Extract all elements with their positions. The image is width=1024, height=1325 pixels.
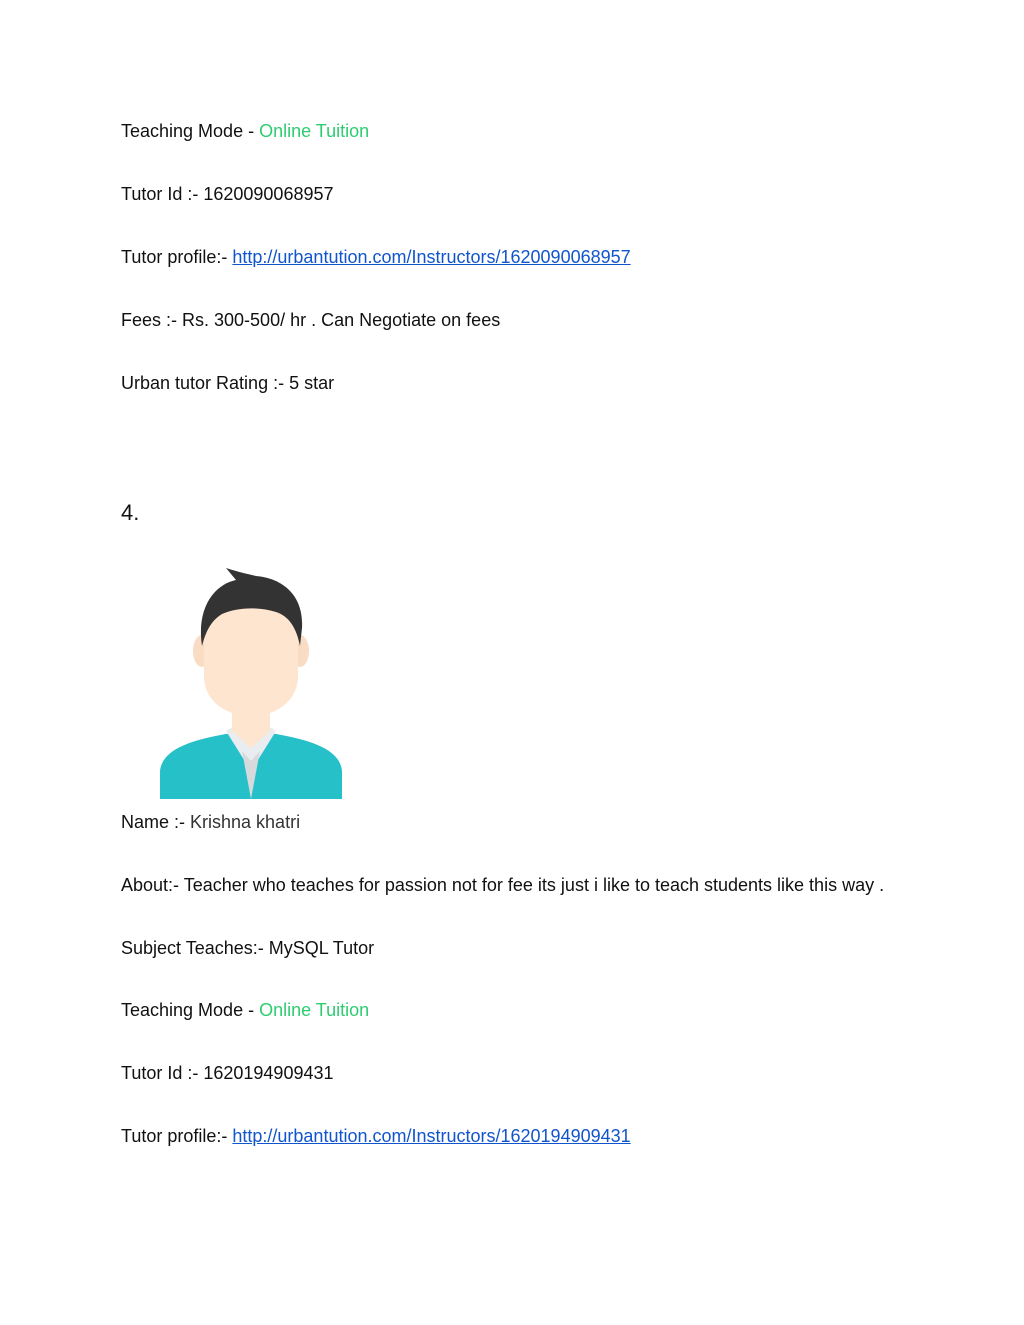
tutor-profile-link[interactable]: http://urbantution.com/Instructors/1620090068957	[232, 247, 631, 267]
tutor-id-line	[121, 183, 334, 205]
about-line	[121, 874, 884, 896]
teaching-mode-value-2: Online Tuition	[259, 1000, 370, 1020]
tutor-profile-label-2: Tutor profile:-	[121, 1126, 233, 1146]
subject-label: Subject Teaches:-	[121, 938, 269, 958]
rating-label: Urban tutor Rating :-	[121, 373, 290, 393]
about-value: Teacher who teaches for passion not for fee its just i like to teach students like this way .	[183, 875, 885, 895]
name-value: Krishna khatri	[190, 812, 301, 832]
name-line	[121, 811, 300, 833]
subject-line	[121, 937, 374, 959]
teaching-mode-value: Online Tuition	[259, 121, 370, 141]
tutor-profile-label: Tutor profile:-	[121, 247, 233, 267]
rating-line	[121, 372, 334, 394]
tutor-id-label-2: Tutor Id :-	[121, 1063, 204, 1083]
teaching-mode-label: Teaching Mode -	[121, 121, 260, 141]
about-label: About:-	[121, 875, 184, 895]
tutor-id-value-2: 1620194909431	[203, 1063, 334, 1083]
tutor-profile-link-2[interactable]: http://urbantution.com/Instructors/1620194909431	[232, 1126, 631, 1146]
tutor-id-value: 1620090068957	[203, 184, 334, 204]
fees-value: Rs. 300-500/ hr . Can Negotiate on fees	[182, 310, 501, 330]
fees-label: Fees :-	[121, 310, 183, 330]
tutor-profile-line	[121, 246, 631, 268]
tutor-id-line-2	[121, 1062, 334, 1084]
fees-line	[121, 309, 500, 331]
name-label: Name :-	[121, 812, 191, 832]
tutor-id-label: Tutor Id :-	[121, 184, 204, 204]
tutor-profile-line-2	[121, 1125, 631, 1147]
subject-value: MySQL Tutor	[268, 938, 375, 958]
tutor-number: 4.	[121, 500, 140, 525]
teaching-mode-line-2	[121, 999, 369, 1021]
rating-value: 5 star	[289, 373, 335, 393]
tutor-avatar-icon	[156, 566, 346, 799]
teaching-mode-label-2: Teaching Mode -	[121, 1000, 260, 1020]
teaching-mode-line	[121, 120, 369, 142]
